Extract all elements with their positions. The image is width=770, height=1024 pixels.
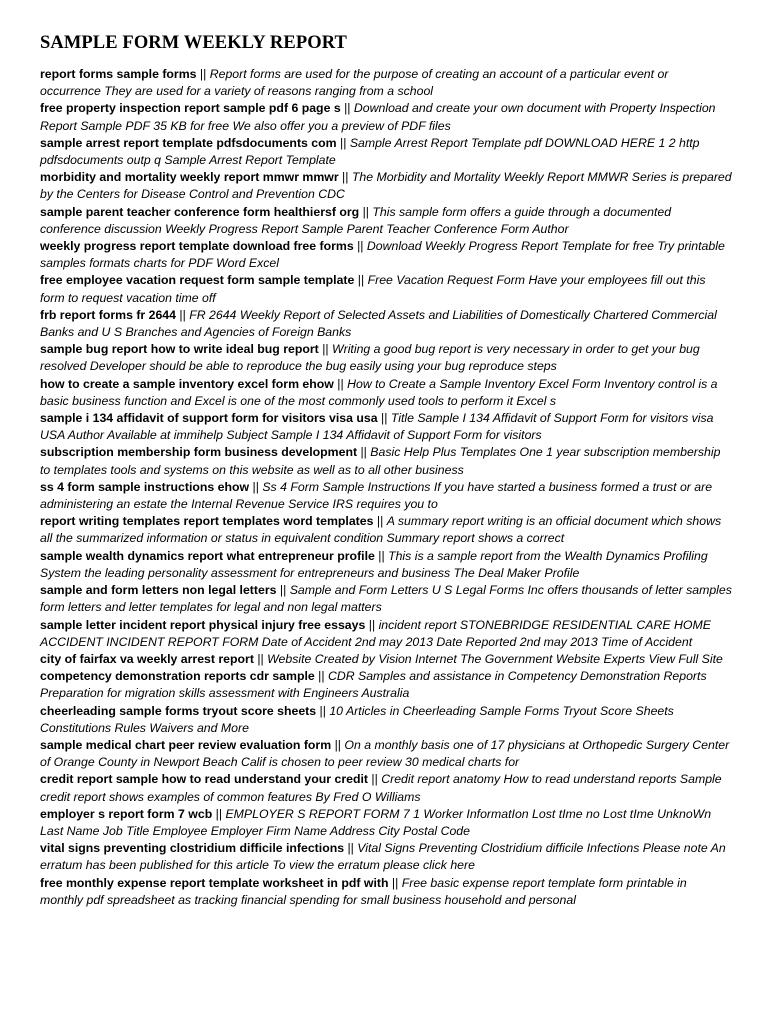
entry-separator: || xyxy=(334,737,341,752)
list-item xyxy=(40,444,732,478)
page-title: SAMPLE FORM WEEKLY REPORT xyxy=(40,33,347,53)
list-item xyxy=(40,668,732,702)
entry-separator: || xyxy=(357,239,364,254)
entry-separator: || xyxy=(215,806,223,821)
entry-title: employer s report form 7 wcb xyxy=(40,806,213,821)
entry-title: sample wealth dynamics report what entrepreneur profile xyxy=(40,548,375,563)
entry-title: how to create a sample inventory excel form ehow xyxy=(40,376,334,391)
entry-description: Download and create your own document with Property Inspection Report Sample PDF 35 KB for free We also offer you a preview of PDF files xyxy=(40,101,716,133)
list-item xyxy=(40,307,732,341)
entry-description: Website Created by Vision Internet The Government Website Experts View Full Site xyxy=(267,651,723,666)
list-item xyxy=(40,410,732,444)
entry-title: ss 4 form sample instructions ehow xyxy=(40,479,250,494)
entry-description: Vital Signs Preventing Clostridium difficile Infections Please note An erratum has been published for this article To view the erratum please click here xyxy=(40,841,726,873)
entry-title: sample i 134 affidavit of support form for visitors visa usa xyxy=(40,411,378,426)
entry-separator: || xyxy=(368,617,376,632)
entry-description: FR 2644 Weekly Report of Selected Assets and Liabilities of Domestically Chartered Commercial Banks and U S Branches and Agencies of Foreign Banks xyxy=(40,307,717,340)
entry-title: frb report forms fr 2644 xyxy=(40,307,176,322)
list-item xyxy=(40,341,732,375)
entry-separator: || xyxy=(337,376,344,391)
entry-description: The Morbidity and Mortality Weekly Report MMWR Series is prepared by the Centers for Disease Control and Prevention CDC xyxy=(40,170,732,202)
entry-title: sample bug report how to write ideal bug report xyxy=(40,342,319,357)
entry-separator: || xyxy=(376,514,384,529)
entry-separator: || xyxy=(279,583,287,598)
entry-description: Ss 4 Form Sample Instructions If you have started a business formed a trust or are administering an estate the Internal Revenue Service IRS requires you to xyxy=(40,479,713,512)
list-item xyxy=(40,376,732,410)
entry-description: Sample Arrest Report Template pdf DOWNLOAD HERE 1 2 http pdfsdocuments outp q Sample Arrest Report Template xyxy=(40,135,700,168)
entry-list xyxy=(40,66,732,909)
entry-separator: || xyxy=(322,342,329,357)
entry-title: morbidity and mortality weekly report mmwr mmwr xyxy=(40,170,339,185)
entry-separator: || xyxy=(360,445,367,460)
entry-title: sample arrest report template pdfsdocuments com xyxy=(40,135,337,150)
entry-title: sample medical chart peer review evaluation form xyxy=(40,737,332,752)
entry-description: How to Create a Sample Inventory Excel Form Inventory control is a basic business function and Excel is one of the most commonly used tools to perform it Excel s xyxy=(40,376,718,408)
entry-title: city of fairfax va weekly arrest report xyxy=(40,651,254,666)
list-item xyxy=(40,204,732,238)
entry-separator: || xyxy=(362,204,369,219)
list-item xyxy=(40,771,732,805)
entry-description: Report forms are used for the purpose of creating an account of a particular event or occurrence They are used for a variety of reasons ranging from a school xyxy=(40,67,669,99)
entry-description: Credit report anatomy How to read understand reports Sample credit report shows examples of common features By Fred O Williams xyxy=(40,772,722,804)
entry-description: On a monthly basis one of 17 physicians at Orthopedic Surgery Center of Orange County in Newport Beach Calif is chosen to peer review 30 medical charts for xyxy=(40,737,730,770)
entry-separator: || xyxy=(357,273,365,288)
list-item xyxy=(40,513,732,547)
entry-title: competency demonstration reports cdr sample xyxy=(40,669,315,684)
entry-description: CDR Samples and assistance in Competency Demonstration Reports Preparation for migration skills assessment with Engineers Australia xyxy=(40,669,707,701)
document-page xyxy=(40,32,732,909)
entry-description: Writing a good bug report is very necessary in order to get your bug resolved Developer should be able to reproduce the bug easily using your bug reproduce steps xyxy=(40,342,700,374)
entry-separator: || xyxy=(318,669,325,684)
entry-separator: || xyxy=(199,67,207,81)
entry-title: credit report sample how to read understand your credit xyxy=(40,772,368,787)
entry-separator: || xyxy=(371,772,378,787)
list-item xyxy=(40,840,732,874)
entry-title: vital signs preventing clostridium difficile infections xyxy=(40,841,345,856)
entry-separator: || xyxy=(378,548,385,563)
entry-title: cheerleading sample forms tryout score sheets xyxy=(40,703,317,718)
entry-title: report writing templates report templates word templates xyxy=(40,514,374,529)
entry-separator: || xyxy=(252,479,259,494)
entry-separator: || xyxy=(319,703,326,718)
entry-description: Sample and Form Letters U S Legal Forms Inc offers thousands of letter samples form letters and letter templates for legal and non legal matters xyxy=(40,583,732,615)
entry-description: Title Sample I 134 Affidavit of Support Form for visitors visa USA Author Available at immihelp Subject Sample I 134 Affidavit of Support Form for visitors xyxy=(40,411,714,443)
entry-description: incident report STONEBRIDGE RESIDENTIAL CARE HOME ACCIDENT INCIDENT REPORT FORM Date of Accident 2nd may 2013 Date Reported 2nd may 2013 Time of Accident xyxy=(40,617,711,649)
entry-description: EMPLOYER S REPORT FORM 7 1 Worker InformatIon Lost tIme no Lost tIme UnknoWn Last Name Job Title Employee Employer Firm Name Address City Postal Code xyxy=(40,806,712,838)
list-item xyxy=(40,548,732,582)
list-item xyxy=(40,238,732,272)
entry-title: sample parent teacher conference form healthiersf org xyxy=(40,204,360,219)
entry-description: This sample form offers a guide through a documented conference discussion Weekly Progress Report Sample Parent Teacher Conference Form Author xyxy=(40,204,672,236)
entry-description: Free basic expense report template form printable in monthly pdf spreadsheet as tracking financial spending for small business household and personal xyxy=(40,875,687,907)
entry-separator: || xyxy=(179,307,186,322)
list-item xyxy=(40,479,732,513)
entry-description: Download Weekly Progress Report Template for free Try printable samples formats charts for PDF Word Excel xyxy=(40,239,725,271)
list-item xyxy=(40,582,732,616)
entry-description: This is a sample report from the Wealth Dynamics Profiling System the leading personality assessment for entrepreneurs and business The Deal Maker Profile xyxy=(40,548,708,580)
entry-separator: || xyxy=(342,170,349,185)
list-item xyxy=(40,617,732,651)
list-item xyxy=(40,737,732,771)
entry-title: sample and form letters non legal letters xyxy=(40,583,277,598)
entry-separator: || xyxy=(257,651,264,666)
list-item xyxy=(40,651,732,668)
list-item xyxy=(40,169,732,203)
entry-title: free employee vacation request form sample template xyxy=(40,273,355,288)
entry-title: free monthly expense report template worksheet in pdf with xyxy=(40,875,389,890)
entry-description: A summary report writing is an official document which shows all the summarized information or status in equivalent condition Summary report shows a correct xyxy=(40,514,722,546)
entry-description: Basic Help Plus Templates One 1 year subscription membership to templates tools and systems on this website as well as to all other business xyxy=(40,445,721,477)
entry-separator: || xyxy=(340,135,347,150)
list-item xyxy=(40,100,732,134)
entry-title: weekly progress report template download free forms xyxy=(40,239,354,254)
list-item xyxy=(40,135,732,169)
list-item xyxy=(40,66,732,100)
entry-title: subscription membership form business development xyxy=(40,445,358,460)
entry-separator: || xyxy=(347,841,354,856)
list-item xyxy=(40,806,732,840)
entry-title: sample letter incident report physical injury free essays xyxy=(40,617,366,632)
entry-description: Free Vacation Request Form Have your employees fill out this form to request vacation time off xyxy=(40,273,706,305)
entry-separator: || xyxy=(391,875,399,890)
list-item xyxy=(40,875,732,909)
list-item xyxy=(40,703,732,737)
entry-description: 10 Articles in Cheerleading Sample Forms Tryout Score Sheets Constitutions Rules Waivers and More xyxy=(40,703,674,735)
entry-title: report forms sample forms xyxy=(40,67,197,81)
entry-separator: || xyxy=(344,101,351,116)
entry-title: free property inspection report sample pdf 6 page s xyxy=(40,101,341,116)
list-item xyxy=(40,272,732,306)
entry-separator: || xyxy=(381,411,388,426)
